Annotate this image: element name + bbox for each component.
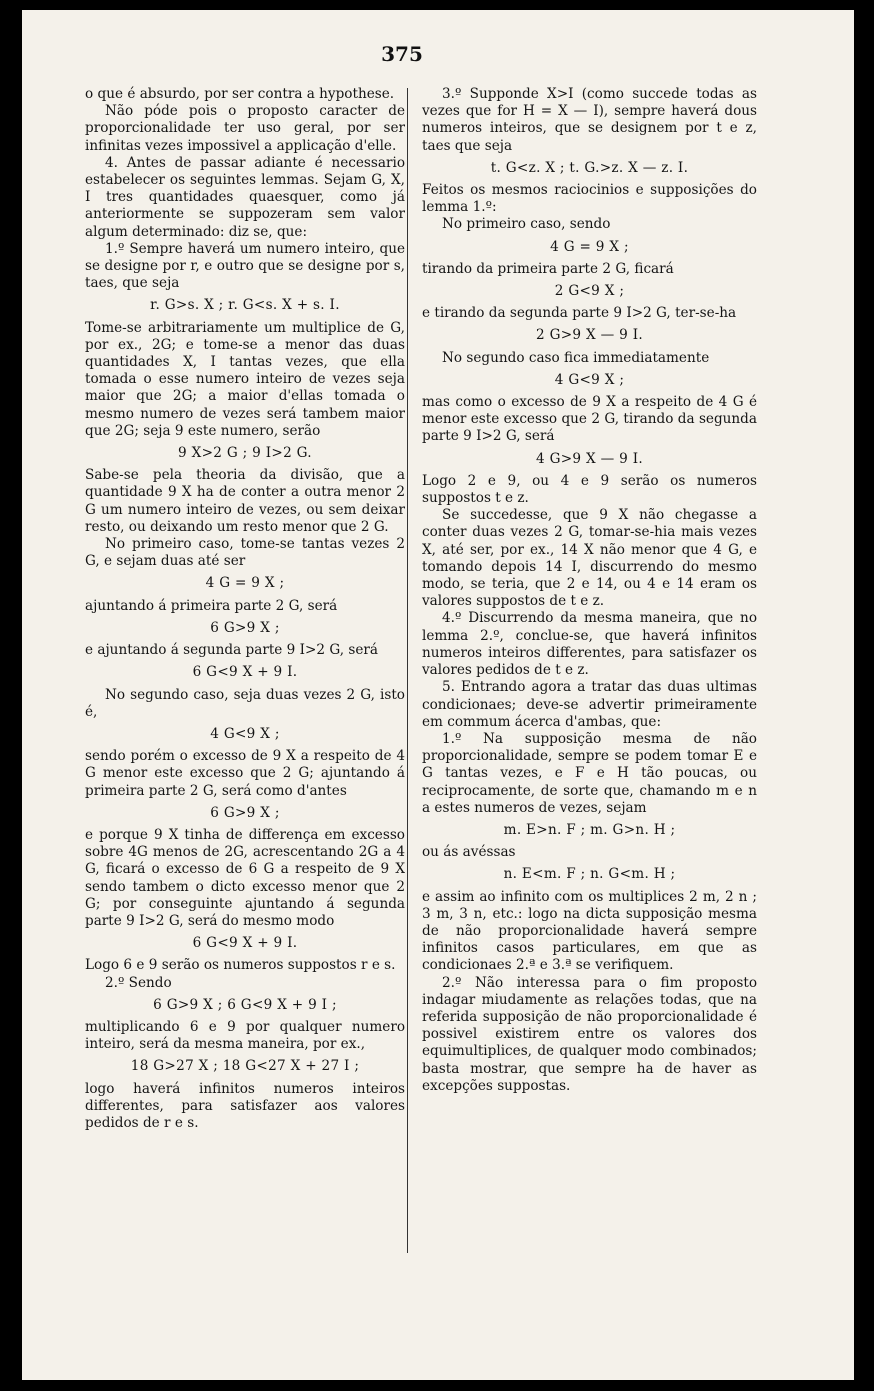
left-paragraph: Sabe-se pela theoria da divisão, que a quantidade 9 X ha de conter a outra menor 2 G um numero inteiro de vezes, ou sem deixar resto, ou deixando um resto menor que 2 G. — [85, 467, 405, 535]
right-equation: m. E>n. F ; m. G>n. H ; — [503, 821, 676, 838]
right-paragraph: No primeiro caso, sendo — [442, 216, 611, 233]
left-paragraph: Logo 6 e 9 serão os numeros suppostos r e s. — [85, 957, 396, 974]
right-paragraph: 5. Entrando agora a tratar das duas ultimas condicionaes; deve-se advertir primeiramente em commum ácerca d'ambas, que: — [422, 679, 757, 730]
right-paragraph: ou ás avéssas — [422, 844, 516, 861]
left-paragraph: e ajuntando á segunda parte 9 I>2 G, será — [85, 642, 378, 659]
left-paragraph: No segundo caso, seja duas vezes 2 G, isto é, — [85, 686, 405, 720]
right-equation: t. G<z. X ; t. G.>z. X — z. I. — [490, 159, 689, 176]
right-equation: 4 G<9 X ; — [554, 371, 625, 388]
left-paragraph: Tome-se arbitrariamente um multiplice de G, por ex., 2G; e tome-se a menor das duas quantidades X, I tantas vezes, que ella tomada o esse numero inteiro de vezes seja maior que 2G; a maior d'ellas tomada o mesmo numero de vezes será tambem maior que 2G; seja 9 este numero, serão — [85, 319, 405, 439]
left-paragraph: sendo porém o excesso de 9 X a respeito de 4 G menor este excesso que 2 G; ajuntando á primeira parte 2 G, será como d'antes — [85, 748, 405, 799]
left-paragraph: o que é absurdo, por ser contra a hypothese. — [85, 86, 395, 102]
right-equation: 4 G = 9 X ; — [550, 238, 629, 255]
book-page — [22, 10, 854, 1380]
left-equation: 9 X>2 G ; 9 I>2 G. — [178, 445, 312, 462]
right-paragraph: 4.º Discurrendo da mesma maneira, que no lemma 2.º, conclue-se, que haverá infinitos numeros inteiros differentes, para satisfazer os valores pedidos de t e z. — [422, 610, 757, 679]
left-equation: 18 G>27 X ; 18 G<27 X + 27 I ; — [130, 1058, 360, 1075]
right-paragraph: No segundo caso fica immediatamente — [442, 349, 710, 366]
left-equation: 6 G>9 X ; — [210, 804, 280, 821]
left-equation: 6 G<9 X + 9 I. — [192, 935, 298, 952]
left-equation: r. G>s. X ; r. G<s. X + s. I. — [150, 297, 340, 314]
page-number: 375 — [381, 42, 423, 66]
column-rule — [407, 88, 408, 1253]
right-paragraph: 2.º Não interessa para o fim proposto indagar miudamente as relações todas, que na referida supposição de não proporcionalidade é possivel existirem entre os valores dos equimultiplices, de qualquer modo combinados; basta mostrar, que sempre ha de haver as excepções suppostas. — [422, 974, 757, 1094]
left-paragraph: 1.º Sempre haverá um numero inteiro, que se designe por r, e outro que se designe por s, taes, que seja — [85, 240, 405, 292]
left-paragraph: multiplicando 6 e 9 por qualquer numero inteiro, será da mesma maneira, por ex., — [85, 1018, 405, 1053]
right-column — [422, 86, 757, 1095]
left-equation: 4 G<9 X ; — [210, 725, 280, 742]
left-paragraph: ajuntando á primeira parte 2 G, será — [85, 597, 338, 614]
right-paragraph: e assim ao infinito com os multiplices 2 m, 2 n ; 3 m, 3 n, etc.: logo na dicta supposição mesma de não proporcionalidade haverá sempre infinitos casos particulares, em que as condicionaes 2.ª e 3.ª se verifiquem. — [422, 888, 757, 974]
left-paragraph: Não póde pois o proposto caracter de proporcionalidade ter uso geral, por ser infinitas vezes impossivel a applicação d'elle. — [85, 103, 405, 154]
right-equation: n. E<m. F ; n. G<m. H ; — [503, 866, 676, 883]
right-paragraph: e tirando da segunda parte 9 I>2 G, ter-se-ha — [422, 305, 737, 322]
right-paragraph: 3.º Supponde X>I (como succede todas as vezes que for H = X — I), sempre haverá dous numeros inteiros, que se designem por t e z, taes que seja — [422, 86, 757, 154]
left-paragraph: 4. Antes de passar adiante é necessario estabelecer os seguintes lemmas. Sejam G, X, I tres quantidades quaesquer, como já anteriormente se suppozeram sem valor algum determinado: diz se, que: — [85, 154, 405, 240]
left-paragraph: e porque 9 X tinha de differença em excesso sobre 4G menos de 2G, acrescentando 2G a 4 G, ficará o excesso de 6 G a respeito de 9 X sendo tambem o dicto excesso menor que 2 G; por conseguinte ajuntando á segunda parte 9 I>2 G, será do mesmo modo — [85, 826, 405, 929]
left-equation: 6 G>9 X ; 6 G<9 X + 9 I ; — [153, 996, 337, 1013]
right-paragraph: mas como o excesso de 9 X a respeito de 4 G é menor este excesso que 2 G, tirando da segunda parte 9 I>2 G, será — [422, 394, 757, 445]
right-paragraph: tirando da primeira parte 2 G, ficará — [422, 260, 674, 277]
left-column — [85, 86, 405, 1132]
left-equation: 4 G = 9 X ; — [205, 575, 285, 592]
right-equation: 2 G<9 X ; — [554, 283, 625, 300]
right-paragraph: Logo 2 e 9, ou 4 e 9 serão os numeros suppostos t e z. — [422, 472, 757, 507]
left-paragraph: logo haverá infinitos numeros inteiros differentes, para satisfazer aos valores pedidos de r e s. — [85, 1080, 405, 1131]
right-paragraph: Se succedesse, que 9 X não chegasse a conter duas vezes 2 G, tomar-se-hia mais vezes X, até ser, por ex., 14 X não menor que 4 G, e tomando depois 14 I, discurrendo do mesmo modo, se teria, que 2 e 14, ou 4 e 14 eram os valores suppostos de t e z. — [422, 507, 757, 610]
left-equation: 6 G<9 X + 9 I. — [192, 664, 298, 681]
right-paragraph: 1.º Na supposição mesma de não proporcionalidade, sempre se podem tomar E e G tantas vezes, e F e H tão poucas, ou reciprocamente, de sorte que, chamando m e n a estes numeros de vezes, sejam — [422, 730, 757, 816]
right-equation: 2 G>9 X — 9 I. — [536, 327, 643, 344]
right-equation: 4 G>9 X — 9 I. — [536, 450, 643, 467]
right-paragraph: Feitos os mesmos raciocinios e supposições do lemma 1.º: — [422, 182, 757, 216]
left-paragraph: 2.º Sendo — [105, 974, 172, 991]
left-equation: 6 G>9 X ; — [210, 619, 280, 636]
left-paragraph: No primeiro caso, tome-se tantas vezes 2 G, e sejam duas até ser — [85, 536, 405, 570]
